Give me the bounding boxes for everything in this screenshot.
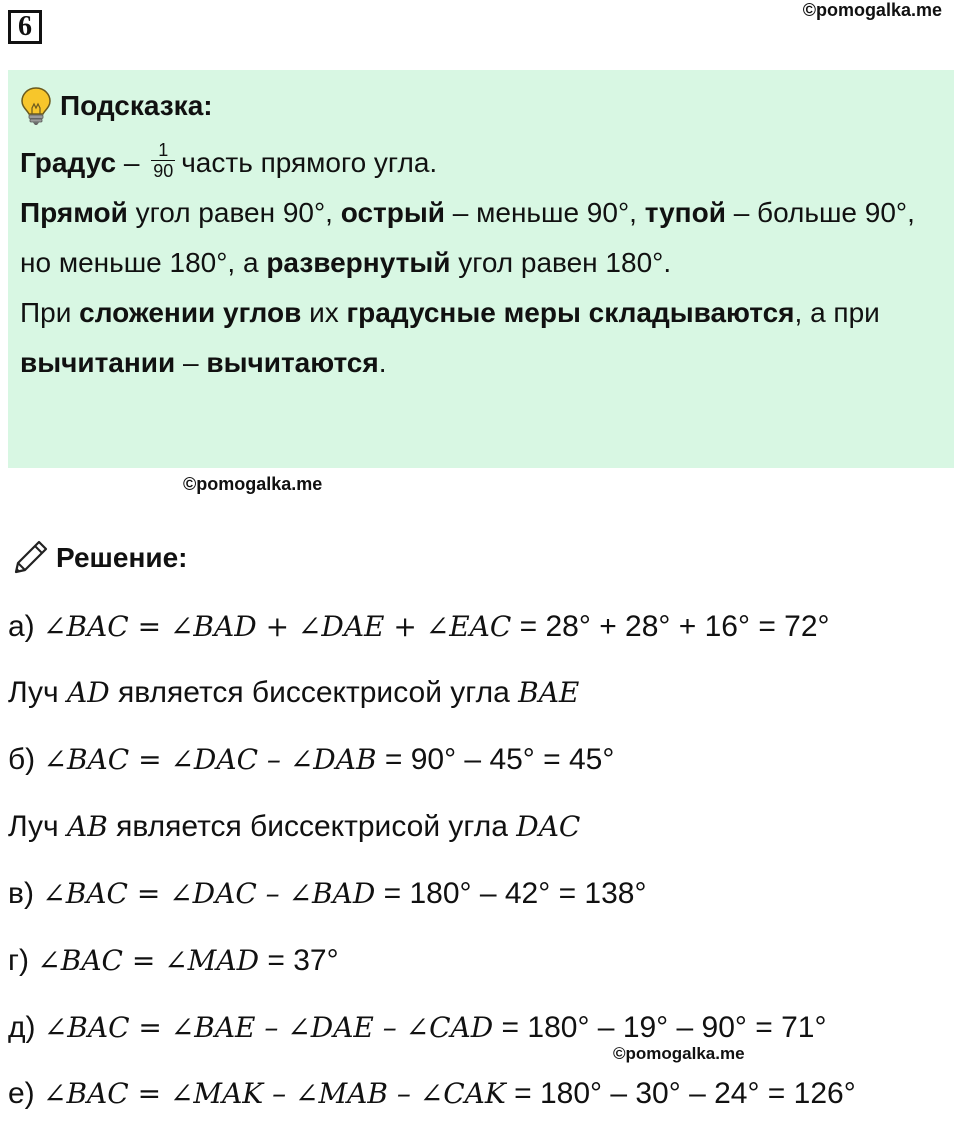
line-label: в)	[8, 877, 43, 910]
solution-line-v	[8, 877, 646, 911]
solution-line-ray-ab	[8, 810, 580, 844]
hint-header	[20, 84, 940, 128]
line-expression: ∠BAC = ∠DAC – ∠BAD	[42, 877, 376, 910]
fraction-numerator: 1	[158, 140, 169, 161]
line-expression: AB	[67, 810, 108, 843]
line-result: = 90° – 45° = 45°	[376, 743, 615, 776]
hint-paragraph-operations	[20, 288, 940, 388]
hint-paragraph-angles	[20, 188, 940, 288]
line-result: = 37°	[259, 944, 339, 977]
term-straight: развернутый	[266, 247, 451, 278]
watermark-bottom: ©pomogalka.me	[613, 1044, 745, 1063]
line-label: б)	[8, 743, 44, 776]
text-acute: – меньше 90°,	[444, 197, 645, 228]
text-obtuse: – больше 90°, но меньше 180°, а	[20, 197, 915, 278]
line-expression: ∠BAC = ∠MAK – ∠MAB – ∠CAK	[43, 1077, 506, 1110]
term-addition: сложении углов	[79, 297, 302, 328]
solution-line-ray-ad	[8, 676, 579, 710]
solution-line-b	[8, 743, 614, 777]
line-label: г)	[8, 944, 38, 977]
line-expression-2: DAC	[516, 810, 581, 843]
hint-box	[8, 70, 954, 468]
line-result: является биссектрисой угла	[107, 810, 517, 843]
hint-title: Подсказка:	[60, 90, 213, 121]
fraction-denominator: 90	[153, 161, 174, 182]
term-subtraction: вычитании	[20, 347, 176, 378]
ops-t1: При	[20, 297, 80, 328]
term-obtuse: тупой	[644, 197, 726, 228]
ops-t5: .	[378, 347, 387, 378]
line-result: является биссектрисой угла	[109, 676, 519, 709]
solution-line-g	[8, 944, 339, 978]
line-expression: ∠BAC = ∠DAC – ∠DAB	[43, 743, 377, 776]
term-right: Прямой	[20, 197, 128, 228]
fraction-1-90	[151, 140, 175, 181]
solution-line-d	[8, 1011, 826, 1045]
text-straight: угол равен 180°.	[450, 247, 672, 278]
line-label: е)	[8, 1077, 44, 1110]
line-label: а)	[8, 610, 44, 643]
task-number: 6	[8, 10, 42, 44]
solution-title: Решение:	[56, 542, 188, 573]
line-expression: ∠BAC = ∠BAE – ∠DAE – ∠CAD	[43, 1011, 494, 1044]
ops-t4: –	[175, 347, 207, 378]
line-label: д)	[8, 1011, 44, 1044]
line-expression: ∠BAC = ∠MAD	[37, 944, 260, 977]
term-measures-subtract: вычитаются	[206, 347, 379, 378]
line-result: = 28° + 28° + 16° = 72°	[511, 610, 830, 643]
watermark-top: ©pomogalka.me	[802, 0, 942, 20]
solution-header	[10, 538, 187, 578]
line-expression: ∠BAC = ∠BAD + ∠DAE + ∠EAC	[43, 610, 512, 643]
pencil-icon	[10, 538, 50, 578]
line-result: = 180° – 42° = 138°	[375, 877, 647, 910]
term-measures-add: градусные меры складываются	[346, 297, 795, 328]
ops-t2: их	[301, 297, 347, 328]
degree-term: Градус	[20, 147, 117, 178]
line-label: Луч	[8, 810, 67, 843]
line-expression: AD	[67, 676, 110, 709]
hint-paragraph-degree	[20, 138, 940, 188]
degree-dash: –	[116, 147, 148, 178]
term-acute: острый	[340, 197, 445, 228]
text-right: угол равен 90°,	[127, 197, 341, 228]
watermark-middle: ©pomogalka.me	[183, 474, 323, 494]
degree-definition: часть прямого угла.	[181, 147, 438, 178]
lightbulb-icon	[20, 86, 52, 126]
line-expression-2: BAE	[518, 676, 580, 709]
solution-line-e	[8, 1077, 856, 1111]
line-result: = 180° – 30° – 24° = 126°	[505, 1077, 856, 1110]
line-result: = 180° – 19° – 90° = 71°	[493, 1011, 827, 1044]
ops-t3: , а при	[794, 297, 880, 328]
line-label: Луч	[8, 676, 67, 709]
solution-line-a	[8, 610, 830, 644]
